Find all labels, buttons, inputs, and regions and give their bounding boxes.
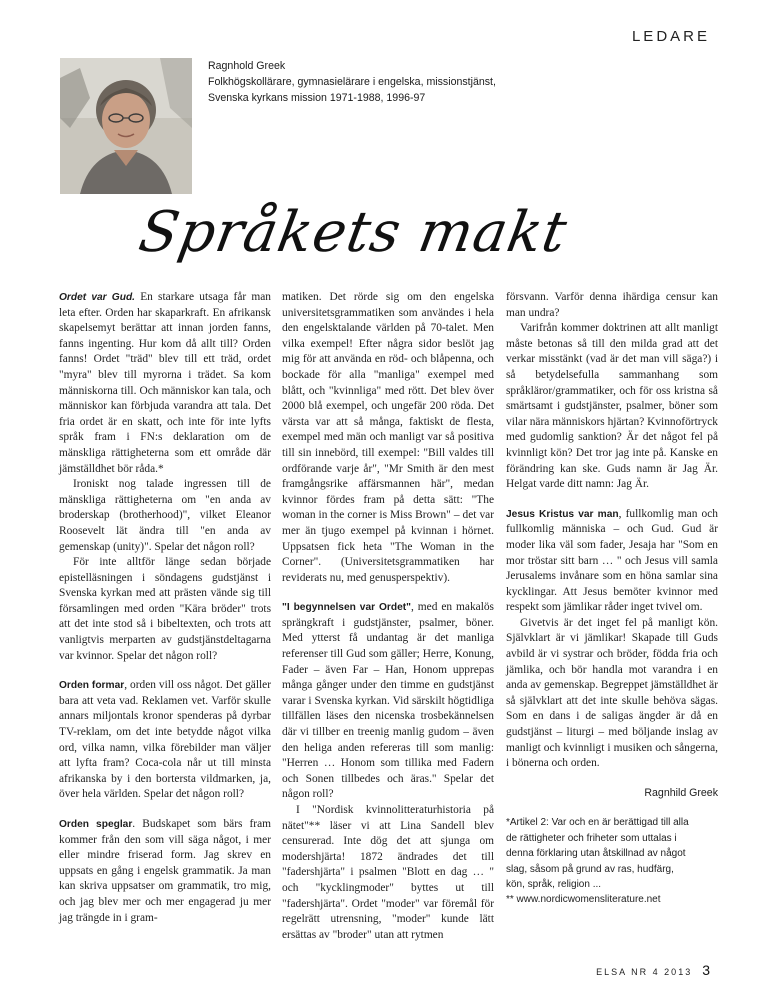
paragraph-text: , fullkomlig man och fullkomlig människa – och Gud. Gud är moder lika väl som fader, Jesaja har "Som en mor tröstar sitt barn … " och Jesus vill samla Jerusalems invånare som en höna samlar sina kycklingar. Att Jesus bemöter kvinnor med respekt som jämlikar råder inget tvivel om. <box>506 507 718 614</box>
paragraph <box>506 507 718 616</box>
page-number: 3 <box>702 962 710 978</box>
footnote-link: ** www.nordicwomensliterature.net <box>506 894 661 906</box>
paragraph <box>59 290 271 477</box>
footnote <box>506 815 718 907</box>
signature: Ragnhild Greek <box>644 786 718 799</box>
paragraph-text: En starkare utsaga får man leta efter. Orden har skaparkraft. En afrikansk skapelsemyt berättar att innan jorden fanns, fanns ingenting. Hur kom då allt till? Orden fanns! Ordet "träd" blev till ett träd, ordet "myra" blev till myrorna i trädet. Sa kom människorna till. Och människor kan tala, och människor kan förbjuda varandra att tala. Det fria ordet är en skatt, och inte för inte lyfts språk fram i FN:s deklaration om de mänskliga rättigheterna som ett område där jämställdhet bör råda.* <box>59 291 272 475</box>
paragraph: försvann. Varför denna ihärdiga censur kan man undra? <box>506 291 718 319</box>
paragraph <box>282 600 494 803</box>
paragraph: I "Nordisk kvinnolitteraturhistoria på nätet"** läser vi att Lina Sandell blev censurerad. Inte dög det att sjunga om modershjärta! 1872 ändrades det till "fadershjärta" i psalmen "Blott en dag … " och "kycklingmoder" byttes ut till "fadershjärta". Ordet "moder" var föremål för regelrätt utrensning, "moder" kunde lätt ersättas av "broder" utan att rytmen <box>282 804 494 941</box>
paragraph-text: , orden vill oss något. Det gäller bara att veta vad. Reklamen vet. Varför skulle annars miljontals kronor spenderas på dyrbar TV-reklam, om det inte betydde något vilka ord, vilka namn, vilka förebilder man väljer att lyfta fram? Coca-cola når ut till minsta afrikanska by i den bortersta vildmarken, ja, över hela världen. Spelar det någon roll? <box>59 679 271 801</box>
paragraph-text: . Budskapet som bärs fram kommer från den som vill säga något, i mer eller mindre friserad form. Jag skrev en uppsats en gång i engelsk grammatik. Ja man kan skriva uppsatser om grammatik, tro mig, och jag blev mer och mer engagerad ju mer jag trängde in i gram- <box>59 818 271 924</box>
section-lead: Orden formar <box>59 680 125 692</box>
magazine-issue: ELSA NR 4 2013 <box>596 967 693 977</box>
footnote-line: de rättigheter och friheter som uttalas i <box>506 832 677 844</box>
footnote-line: kön, språk, religion ... <box>506 879 602 891</box>
article-title: Språkets makt <box>134 200 573 265</box>
section-lead: Ordet var Gud. <box>59 292 136 303</box>
paragraph <box>59 678 271 803</box>
column-1 <box>59 290 271 926</box>
column-2 <box>282 290 494 943</box>
section-lead: "I begynnelsen var Ordet" <box>282 602 411 614</box>
paragraph: Varifrån kommer doktrinen att allt manligt måste betonas så till den milda grad att det verkar misstänkt (vad är det man vill säga?) i så betydelsefulla sammanhang som språkläror/grammatiker, och för oss kristna så smärtsamt i gudstjänster, psalmer, böner som vilar nära människors hjärtan? Kvinnoförtryck med gudomlig sanktion? Är det något fel på kvinnligt kön? Det tror jag inte på. Kanske en förändring kan ske. Guds namn är Jag Är. Helgat varde ditt namn: Jag Är. <box>506 322 718 491</box>
page-footer <box>596 962 710 978</box>
paragraph: Ironiskt nog talade ingressen till de mänskliga rättigheterna om "en anda av broderskap (brotherhood)", vilket Eleanor Roosevelt lät ändra till "en anda av gemenskap (unity)". Spelar det någon roll? <box>59 478 271 553</box>
paragraph: matiken. Det rörde sig om den engelska universitetsgrammatiken som användes i hela den engelsktalande världen på 70-talet. Men vilka exempel! Efter några sidor beslöt jag mig för att använda en röd- och blåpenna, och bockade för alla "manliga" exempel med blått, och "kvinnliga" med rött. Det blev över 2000 blå exempel, och ungefär 200 röda. Det värsta var att så många, faktiskt de flesta, exempel med män och manligt var så positiva till sin innebörd, till exempel: "Bill valdes till ordförande varje år", "Mr Smith är den mest framgångsrike affärsmannen här", medan kvinnor fördes fram på detta sätt: "The woman in the corner is Miss Brown" – det var mer än tjugo exempel på kvinnan i hörnet. Uppsatsen fick heta "The Woman in the Corner". (Universitetsgrammatiken har reviderats nu, med genusperspektiv). <box>282 291 494 584</box>
section-label: LEDARE <box>631 28 710 45</box>
author-role: Folkhögskollärare, gymnasielärare i engelska, missionstjänst, <box>208 76 496 88</box>
footnote-line: denna förklaring utan åtskillnad av något <box>506 848 686 860</box>
author-name: Ragnhold Greek <box>208 60 286 72</box>
paragraph <box>59 817 271 926</box>
paragraph-text: , med en makalös sprängkraft i gudstjänster, psalmer, böner. Med ytterst få undantag är det manliga referenser till Gud som gäller; Herre, Konung, Fader – även Far – Han, Honom upprepas många gånger under den timme en gudstjänst varar i Svenska kyrkan. Vid särskilt högtidliga tillfällen läses den nicenska trosbekännelsen där vi tillber en treenig manlig gudom – även den heliga anden refereras till som manlig: "Herren … Honom som tillika med Fadern och Sonen tillbedes och äras." Spelar det någon roll? <box>282 601 494 801</box>
section-lead: Jesus Kristus var man <box>506 508 619 520</box>
paragraph: För inte alltför länge sedan började epistelläsningen i söndagens gudstjänst i Svenska kyrkan med att prästen vände sig till församlingen med orden "Kära bröder" trots att det inte stod så i bibeltexten, och trots att vanligtvis merparten av gudstjänstdeltagarna var kvinnor. Spelar det någon roll? <box>59 556 271 662</box>
column-3 <box>506 290 718 908</box>
footnote-line: slag, såsom på grund av ras, hudfärg, <box>506 863 674 875</box>
paragraph: Givetvis är det inget fel på manligt kön. Självklart är vi jämlikar! Skapade till Guds avbild är vi systrar och bröder, födda fria och jämlika, och bör handla mot varandra i en anda av gemenskap. Begreppet jämställdhet är så självklart att det inte skulle behöva sägas. Som en dans i de saligas ängder är då en gudstjänst – liturgi – med böljande inslag av manligt och kvinnligt i musiken och sångerna, i bönerna och orden. <box>506 616 718 770</box>
footnote-line: *Artikel 2: Var och en är berättigad till alla <box>506 817 689 829</box>
author-photo <box>60 58 192 194</box>
author-period: Svenska kyrkans mission 1971-1988, 1996-97 <box>208 92 426 104</box>
author-info <box>208 58 496 106</box>
section-lead: Orden speglar <box>59 819 133 830</box>
